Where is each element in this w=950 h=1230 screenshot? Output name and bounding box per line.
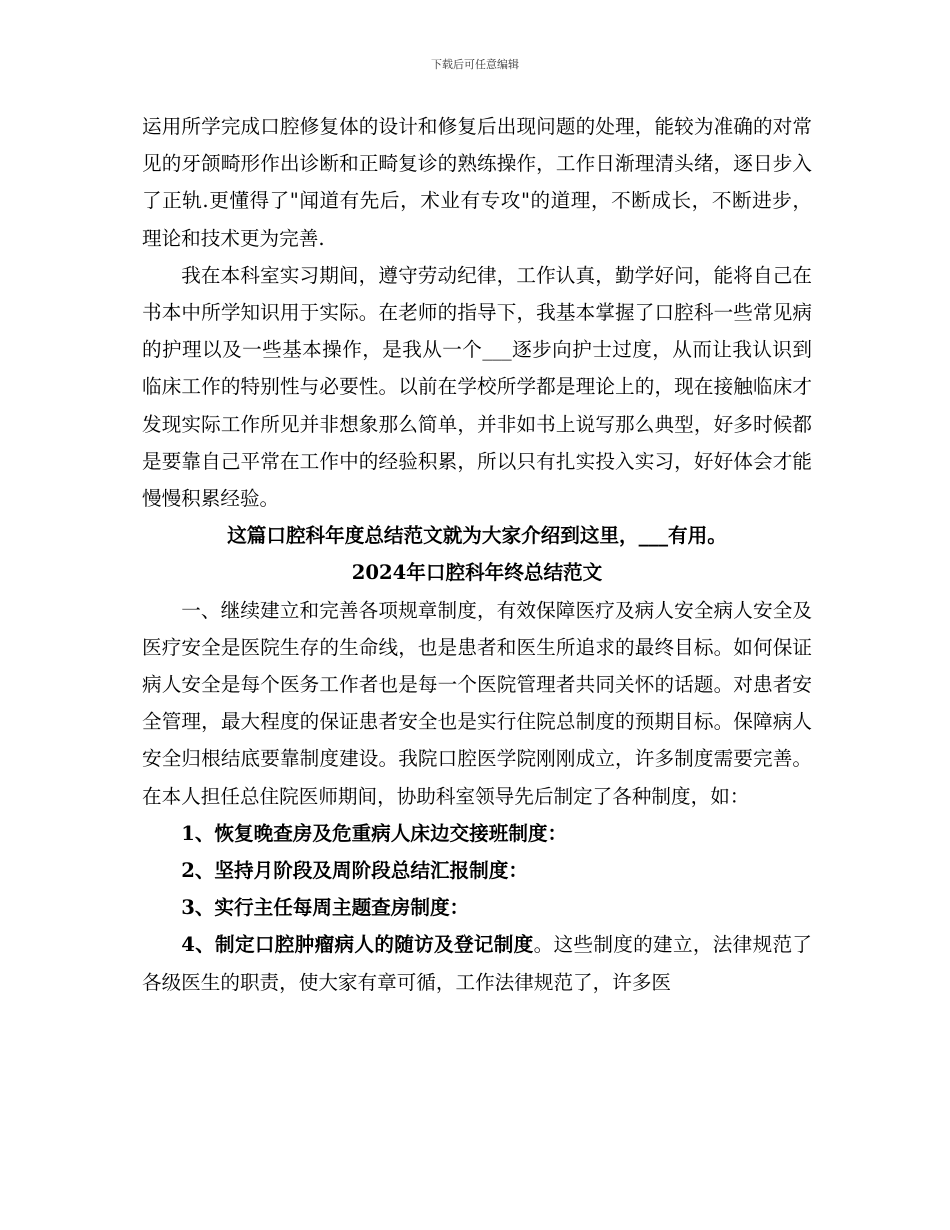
list-item-3: 3、实行主任每周主题查房制度： — [181, 896, 470, 920]
list-item-4 — [142, 926, 812, 1000]
list-item-4-rest: 。这些制度的建立，法律规范了各级医生的职责，使大家有章可循，工作法律规范了，许多医 — [142, 933, 813, 994]
paragraph-3: 一、继续建立和完善各项规章制度，有效保障医疗及病人安全病人安全及医疗安全是医院生存的生命线，也是患者和医生所追求的最终目标。如何保证病人安全是每个医务工作者也是每一个医院管理者共同关怀的话题。对患者安全管理，最大程度的保证患者安全也是实行住院总制度的预期目标。保障病人安全归根结底要靠制度建设。我院口腔医学院刚刚成立，许多制度需要完善。在本人担任总住院医师期间，协助科室领导先后制定了各种制度，如： — [142, 598, 812, 808]
paragraph-2-part-a: 我在本科室实习期间，遵守劳动纪律，工作认真，勤学好问，能将自己在书本中所学知识用于实际。在老师的指导下，我基本掌握了口腔科一些常见病的护理以及一些基本操作，是我从一个 — [142, 263, 812, 362]
closing-line-part-a: 这篇口腔科年度总结范文就为大家介绍到这里， — [227, 524, 639, 548]
closing-line-part-b: 有用。 — [668, 524, 727, 548]
paragraph-1: 运用所学完成口腔修复体的设计和修复后出现问题的处理，能较为准确的对常见的牙颌畸形作出诊断和正畸复诊的熟练操作，工作日渐理清头绪，逐日步入了正轨.更懂得了"闻道有先后，术业有专攻"的道理，不断成长，不断进步，理论和技术更为完善. — [142, 115, 812, 250]
paragraph-2-part-b: 逐步向护士过度，从而让我认识到临床工作的特别性与必要性。以前在学校所学都是理论上的，现在接触临床才发现实际工作所见并非想象那么简单，并非如书上说写那么典型，好多时候都是要靠自己平常在工作中的经验积累，所以只有扎实投入实习，好好体会才能慢慢积累经验。 — [142, 338, 813, 511]
list-item-2: 2、坚持月阶段及周阶段总结汇报制度： — [181, 859, 528, 883]
list-item-4-bold: 4、制定口腔肿瘤病人的随访及登记制度 — [181, 933, 534, 957]
paragraph-2 — [142, 257, 812, 517]
section-title: 2024年口腔科年终总结范文 — [351, 561, 603, 585]
document-body — [142, 108, 812, 1001]
closing-line — [142, 517, 812, 554]
header-note: 下载后可任意编辑 — [431, 58, 519, 71]
closing-line-blank: ___ — [638, 524, 669, 548]
list-item-1: 1、恢复晚查房及危重病人床边交接班制度： — [181, 821, 568, 845]
paragraph-2-blank: ___ — [482, 338, 512, 362]
